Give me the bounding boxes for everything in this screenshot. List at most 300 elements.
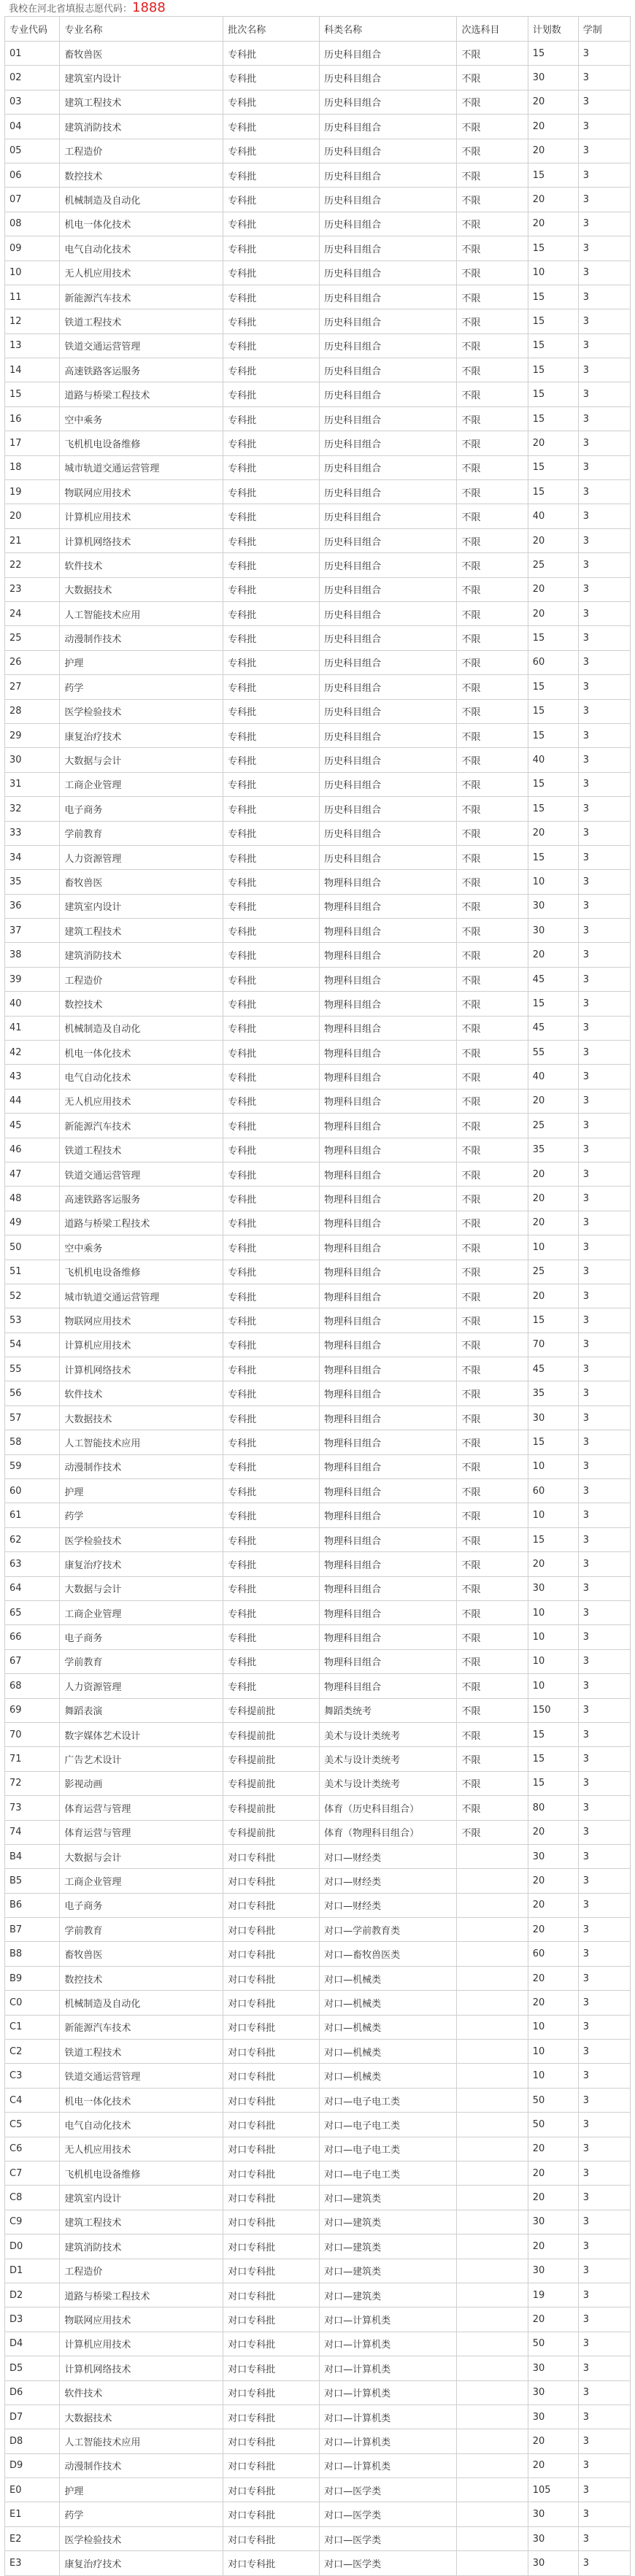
cell-category: 物理科目组合	[320, 1308, 457, 1333]
table-row	[5, 845, 631, 869]
column-header-category: 科类名称	[320, 17, 457, 42]
cell-code: 68	[5, 1674, 60, 1698]
table-row	[5, 1869, 631, 1893]
cell-code: 57	[5, 1405, 60, 1430]
cell-plan-count: 20	[528, 139, 578, 163]
cell-duration: 3	[578, 139, 630, 163]
cell-category: 对口—建筑类	[320, 2259, 457, 2283]
column-header-batch: 批次名称	[223, 17, 320, 42]
cell-batch: 对口专科批	[223, 2234, 320, 2259]
cell-secondary-subject: 不限	[457, 66, 528, 90]
table-row	[5, 2551, 631, 2575]
cell-batch: 专科批	[223, 1674, 320, 1698]
cell-batch: 专科批	[223, 285, 320, 309]
cell-plan-count: 30	[528, 2551, 578, 2575]
cell-duration: 3	[578, 748, 630, 772]
cell-major: 机械制造及自动化	[60, 1016, 223, 1040]
cell-major: 药学	[60, 2502, 223, 2526]
cell-plan-count: 10	[528, 1674, 578, 1698]
cell-code: 50	[5, 1235, 60, 1260]
cell-batch: 对口专科批	[223, 1942, 320, 1966]
cell-category: 对口—电子电工类	[320, 2113, 457, 2137]
cell-major: 建筑消防技术	[60, 2234, 223, 2259]
table-row	[5, 675, 631, 699]
table-row	[5, 1381, 631, 1405]
cell-code: 08	[5, 212, 60, 236]
cell-batch: 专科批	[223, 894, 320, 918]
cell-code: B4	[5, 1844, 60, 1868]
cell-secondary-subject	[457, 2234, 528, 2259]
table-row	[5, 1211, 631, 1235]
table-row	[5, 455, 631, 479]
cell-major: 新能源汽车技术	[60, 1114, 223, 1138]
cell-category: 历史科目组合	[320, 285, 457, 309]
table-row	[5, 2259, 631, 2283]
cell-secondary-subject: 不限	[457, 1698, 528, 1722]
cell-code: D0	[5, 2234, 60, 2259]
cell-code: 15	[5, 382, 60, 406]
school-code: 1888	[132, 0, 166, 15]
cell-major: 建筑消防技术	[60, 115, 223, 139]
cell-major: 新能源汽车技术	[60, 2015, 223, 2039]
cell-duration: 3	[578, 1918, 630, 1942]
table-row	[5, 2210, 631, 2234]
cell-plan-count: 20	[528, 1991, 578, 2015]
cell-plan-count: 15	[528, 723, 578, 747]
table-row	[5, 553, 631, 577]
cell-major: 工商企业管理	[60, 772, 223, 796]
cell-code: 46	[5, 1138, 60, 1162]
table-row	[5, 1235, 631, 1260]
cell-code: C5	[5, 2113, 60, 2137]
cell-batch: 对口专科批	[223, 1991, 320, 2015]
cell-plan-count: 15	[528, 1308, 578, 1333]
cell-duration: 3	[578, 919, 630, 943]
cell-category: 物理科目组合	[320, 1333, 457, 1357]
cell-batch: 专科批	[223, 115, 320, 139]
cell-secondary-subject: 不限	[457, 382, 528, 406]
cell-major: 工商企业管理	[60, 1601, 223, 1625]
cell-plan-count: 15	[528, 772, 578, 796]
cell-plan-count: 20	[528, 1162, 578, 1186]
cell-duration: 3	[578, 1430, 630, 1454]
cell-duration: 3	[578, 2283, 630, 2307]
table-row	[5, 2161, 631, 2185]
cell-secondary-subject: 不限	[457, 1503, 528, 1527]
cell-duration: 3	[578, 309, 630, 333]
table-row	[5, 894, 631, 918]
cell-plan-count: 15	[528, 675, 578, 699]
table-row	[5, 1576, 631, 1600]
cell-plan-count: 15	[528, 358, 578, 382]
cell-batch: 专科提前批	[223, 1747, 320, 1771]
cell-secondary-subject	[457, 2137, 528, 2161]
cell-batch: 对口专科批	[223, 2526, 320, 2550]
cell-duration: 3	[578, 2502, 630, 2526]
cell-plan-count: 30	[528, 1844, 578, 1868]
cell-major: 数控技术	[60, 163, 223, 187]
cell-major: 工程造价	[60, 139, 223, 163]
table-row	[5, 992, 631, 1016]
cell-secondary-subject: 不限	[457, 870, 528, 894]
table-row	[5, 1187, 631, 1211]
table-row	[5, 943, 631, 967]
cell-category: 历史科目组合	[320, 675, 457, 699]
cell-code: C1	[5, 2015, 60, 2039]
cell-major: 大数据与会计	[60, 1576, 223, 1600]
cell-secondary-subject	[457, 2040, 528, 2064]
table-row	[5, 2453, 631, 2477]
cell-plan-count: 20	[528, 1211, 578, 1235]
cell-major: 药学	[60, 1503, 223, 1527]
cell-category: 历史科目组合	[320, 358, 457, 382]
cell-major: 大数据与会计	[60, 1844, 223, 1868]
cell-duration: 3	[578, 2015, 630, 2039]
cell-duration: 3	[578, 1260, 630, 1284]
cell-category: 对口—计算机类	[320, 2356, 457, 2380]
cell-category: 物理科目组合	[320, 919, 457, 943]
table-row	[5, 1649, 631, 1673]
cell-duration: 3	[578, 115, 630, 139]
table-row	[5, 2088, 631, 2112]
cell-category: 历史科目组合	[320, 845, 457, 869]
cell-batch: 专科批	[223, 772, 320, 796]
table-row	[5, 2186, 631, 2210]
cell-plan-count: 30	[528, 2502, 578, 2526]
cell-category: 历史科目组合	[320, 431, 457, 455]
cell-plan-count: 30	[528, 894, 578, 918]
cell-secondary-subject: 不限	[457, 115, 528, 139]
cell-major: 飞机机电设备维修	[60, 2161, 223, 2185]
cell-major: 建筑工程技术	[60, 90, 223, 114]
table-row	[5, 967, 631, 991]
cell-category: 对口—医学类	[320, 2502, 457, 2526]
cell-category: 历史科目组合	[320, 139, 457, 163]
cell-plan-count: 40	[528, 1065, 578, 1089]
table-row	[5, 870, 631, 894]
cell-major: 康复治疗技术	[60, 2551, 223, 2575]
cell-code: 18	[5, 455, 60, 479]
cell-secondary-subject: 不限	[457, 42, 528, 66]
cell-code: 65	[5, 1601, 60, 1625]
cell-major: 工程造价	[60, 967, 223, 991]
cell-code: C2	[5, 2040, 60, 2064]
cell-batch: 专科批	[223, 188, 320, 212]
cell-batch: 专科批	[223, 919, 320, 943]
column-header-secondary-subject: 次选科目	[457, 17, 528, 42]
table-row	[5, 821, 631, 845]
cell-plan-count: 25	[528, 553, 578, 577]
cell-secondary-subject	[457, 1918, 528, 1942]
cell-category: 历史科目组合	[320, 42, 457, 66]
cell-major: 机械制造及自动化	[60, 1991, 223, 2015]
cell-major: 软件技术	[60, 2380, 223, 2405]
cell-category: 物理科目组合	[320, 1430, 457, 1454]
cell-code: 22	[5, 553, 60, 577]
table-row	[5, 1430, 631, 1454]
cell-duration: 3	[578, 2113, 630, 2137]
cell-major: 护理	[60, 1479, 223, 1503]
cell-duration: 3	[578, 285, 630, 309]
cell-major: 药学	[60, 675, 223, 699]
cell-major: 计算机网络技术	[60, 528, 223, 552]
cell-category: 物理科目组合	[320, 1089, 457, 1113]
cell-category: 历史科目组合	[320, 553, 457, 577]
cell-plan-count: 150	[528, 1698, 578, 1722]
cell-major: 学前教育	[60, 1649, 223, 1673]
cell-batch: 专科批	[223, 943, 320, 967]
cell-major: 大数据技术	[60, 577, 223, 601]
table-row	[5, 90, 631, 114]
cell-batch: 专科批	[223, 504, 320, 528]
cell-category: 对口—医学类	[320, 2478, 457, 2502]
cell-duration: 3	[578, 723, 630, 747]
cell-secondary-subject: 不限	[457, 1016, 528, 1040]
cell-duration: 3	[578, 90, 630, 114]
cell-duration: 3	[578, 1479, 630, 1503]
cell-major: 高速铁路客运服务	[60, 358, 223, 382]
cell-duration: 3	[578, 1235, 630, 1260]
cell-secondary-subject	[457, 2453, 528, 2477]
cell-batch: 专科批	[223, 870, 320, 894]
cell-category: 历史科目组合	[320, 577, 457, 601]
cell-batch: 对口专科批	[223, 2551, 320, 2575]
cell-plan-count: 35	[528, 1381, 578, 1405]
cell-duration: 3	[578, 1333, 630, 1357]
cell-major: 医学检验技术	[60, 2526, 223, 2550]
cell-code: 59	[5, 1454, 60, 1478]
cell-category: 对口—电子电工类	[320, 2161, 457, 2185]
table-row	[5, 115, 631, 139]
cell-code: 05	[5, 139, 60, 163]
table-row	[5, 2478, 631, 2502]
cell-duration: 3	[578, 1357, 630, 1381]
cell-batch: 对口专科批	[223, 2307, 320, 2332]
cell-category: 对口—畜牧兽医类	[320, 1942, 457, 1966]
cell-category: 历史科目组合	[320, 188, 457, 212]
cell-plan-count: 20	[528, 2307, 578, 2332]
cell-plan-count: 20	[528, 2161, 578, 2185]
cell-batch: 专科批	[223, 1576, 320, 1600]
cell-duration: 3	[578, 455, 630, 479]
table-row	[5, 919, 631, 943]
cell-major: 建筑消防技术	[60, 943, 223, 967]
cell-plan-count: 20	[528, 1918, 578, 1942]
cell-code: 37	[5, 919, 60, 943]
table-row	[5, 212, 631, 236]
cell-plan-count: 20	[528, 1820, 578, 1844]
cell-category: 对口—计算机类	[320, 2307, 457, 2332]
cell-plan-count: 30	[528, 919, 578, 943]
cell-duration: 3	[578, 1893, 630, 1917]
cell-code: D2	[5, 2283, 60, 2307]
cell-batch: 专科批	[223, 1162, 320, 1186]
cell-batch: 对口专科批	[223, 2259, 320, 2283]
cell-batch: 专科批	[223, 1503, 320, 1527]
cell-plan-count: 10	[528, 1625, 578, 1649]
cell-secondary-subject: 不限	[457, 797, 528, 821]
table-row	[5, 236, 631, 261]
cell-plan-count: 20	[528, 1893, 578, 1917]
cell-duration: 3	[578, 188, 630, 212]
table-row	[5, 163, 631, 187]
table-row	[5, 66, 631, 90]
table-row	[5, 601, 631, 625]
cell-major: 人力资源管理	[60, 1674, 223, 1698]
cell-category: 对口—机械类	[320, 2015, 457, 2039]
cell-code: D9	[5, 2453, 60, 2477]
cell-major: 计算机应用技术	[60, 1333, 223, 1357]
cell-code: 54	[5, 1333, 60, 1357]
cell-duration: 3	[578, 431, 630, 455]
cell-duration: 3	[578, 2478, 630, 2502]
cell-category: 物理科目组合	[320, 992, 457, 1016]
cell-batch: 专科批	[223, 553, 320, 577]
cell-secondary-subject	[457, 2356, 528, 2380]
cell-code: B7	[5, 1918, 60, 1942]
cell-plan-count: 80	[528, 1796, 578, 1820]
table-row	[5, 1698, 631, 1722]
cell-category: 历史科目组合	[320, 115, 457, 139]
cell-secondary-subject	[457, 2186, 528, 2210]
cell-batch: 对口专科批	[223, 1966, 320, 1990]
cell-duration: 3	[578, 1991, 630, 2015]
cell-secondary-subject	[457, 2526, 528, 2550]
cell-major: 城市轨道交通运营管理	[60, 1284, 223, 1308]
cell-major: 广告艺术设计	[60, 1747, 223, 1771]
cell-code: C6	[5, 2137, 60, 2161]
cell-plan-count: 10	[528, 261, 578, 285]
cell-major: 电子商务	[60, 1893, 223, 1917]
cell-secondary-subject: 不限	[457, 480, 528, 504]
table-row	[5, 2502, 631, 2526]
cell-code: 67	[5, 1649, 60, 1673]
cell-major: 计算机网络技术	[60, 1357, 223, 1381]
cell-secondary-subject: 不限	[457, 626, 528, 650]
cell-code: 49	[5, 1211, 60, 1235]
cell-category: 物理科目组合	[320, 967, 457, 991]
cell-major: 铁道交通运营管理	[60, 1162, 223, 1186]
cell-category: 对口—电子电工类	[320, 2088, 457, 2112]
cell-plan-count: 10	[528, 870, 578, 894]
cell-secondary-subject: 不限	[457, 406, 528, 431]
cell-major: 软件技术	[60, 1381, 223, 1405]
cell-batch: 对口专科批	[223, 2015, 320, 2039]
cell-batch: 对口专科批	[223, 2478, 320, 2502]
cell-batch: 对口专科批	[223, 2380, 320, 2405]
cell-code: 71	[5, 1747, 60, 1771]
cell-duration: 3	[578, 650, 630, 674]
cell-duration: 3	[578, 772, 630, 796]
cell-code: 21	[5, 528, 60, 552]
cell-batch: 专科批	[223, 1381, 320, 1405]
cell-batch: 对口专科批	[223, 2502, 320, 2526]
cell-major: 医学检验技术	[60, 1527, 223, 1551]
cell-major: 道路与桥梁工程技术	[60, 382, 223, 406]
cell-duration: 3	[578, 894, 630, 918]
table-row	[5, 2526, 631, 2550]
cell-plan-count: 25	[528, 1260, 578, 1284]
cell-duration: 3	[578, 2040, 630, 2064]
cell-category: 历史科目组合	[320, 504, 457, 528]
cell-secondary-subject: 不限	[457, 1381, 528, 1405]
cell-batch: 专科批	[223, 992, 320, 1016]
cell-secondary-subject: 不限	[457, 1796, 528, 1820]
cell-duration: 3	[578, 967, 630, 991]
cell-duration: 3	[578, 2137, 630, 2161]
cell-category: 历史科目组合	[320, 699, 457, 723]
cell-secondary-subject: 不限	[457, 309, 528, 333]
cell-plan-count: 45	[528, 967, 578, 991]
cell-secondary-subject	[457, 2478, 528, 2502]
cell-duration: 3	[578, 1747, 630, 1771]
cell-batch: 专科批	[223, 650, 320, 674]
cell-duration: 3	[578, 626, 630, 650]
cell-duration: 3	[578, 2551, 630, 2575]
cell-category: 物理科目组合	[320, 1503, 457, 1527]
cell-major: 计算机应用技术	[60, 504, 223, 528]
cell-batch: 专科批	[223, 358, 320, 382]
cell-batch: 专科批	[223, 601, 320, 625]
cell-secondary-subject: 不限	[457, 1747, 528, 1771]
cell-duration: 3	[578, 870, 630, 894]
cell-code: 26	[5, 650, 60, 674]
cell-major: 计算机网络技术	[60, 2356, 223, 2380]
cell-duration: 3	[578, 1089, 630, 1113]
cell-batch: 专科批	[223, 1552, 320, 1576]
cell-plan-count: 20	[528, 431, 578, 455]
cell-code: 56	[5, 1381, 60, 1405]
cell-secondary-subject	[457, 2113, 528, 2137]
cell-plan-count: 20	[528, 2429, 578, 2453]
cell-plan-count: 15	[528, 480, 578, 504]
cell-batch: 专科批	[223, 1016, 320, 1040]
cell-secondary-subject: 不限	[457, 1454, 528, 1478]
cell-batch: 专科提前批	[223, 1722, 320, 1746]
cell-duration: 3	[578, 2429, 630, 2453]
cell-code: 27	[5, 675, 60, 699]
cell-plan-count: 20	[528, 528, 578, 552]
cell-plan-count: 60	[528, 1942, 578, 1966]
cell-batch: 对口专科批	[223, 2113, 320, 2137]
cell-category: 体育（历史科目组合）	[320, 1796, 457, 1820]
cell-plan-count: 10	[528, 1454, 578, 1478]
cell-major: 铁道工程技术	[60, 309, 223, 333]
cell-category: 物理科目组合	[320, 1138, 457, 1162]
cell-major: 影视动画	[60, 1771, 223, 1795]
cell-batch: 专科批	[223, 1405, 320, 1430]
cell-duration: 3	[578, 1114, 630, 1138]
cell-code: 11	[5, 285, 60, 309]
cell-category: 物理科目组合	[320, 1479, 457, 1503]
table-row	[5, 1162, 631, 1186]
cell-plan-count: 70	[528, 1333, 578, 1357]
cell-plan-count: 20	[528, 1284, 578, 1308]
page-header	[0, 0, 635, 16]
table-row	[5, 1333, 631, 1357]
cell-duration: 3	[578, 1674, 630, 1698]
cell-secondary-subject: 不限	[457, 821, 528, 845]
cell-batch: 专科批	[223, 1625, 320, 1649]
cell-batch: 专科提前批	[223, 1771, 320, 1795]
cell-duration: 3	[578, 261, 630, 285]
cell-secondary-subject: 不限	[457, 139, 528, 163]
cell-category: 历史科目组合	[320, 626, 457, 650]
table-row	[5, 285, 631, 309]
cell-major: 机电一体化技术	[60, 1041, 223, 1065]
cell-code: 09	[5, 236, 60, 261]
cell-secondary-subject: 不限	[457, 919, 528, 943]
